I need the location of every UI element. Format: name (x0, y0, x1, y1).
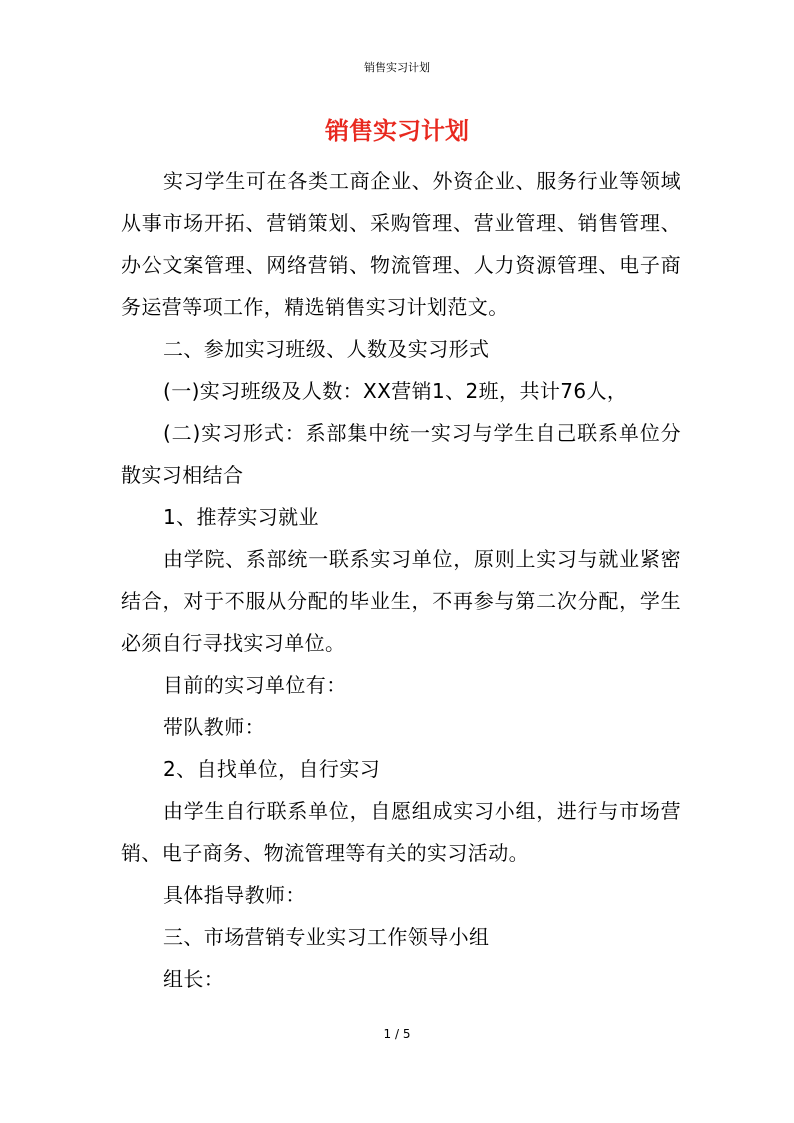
section-heading-2: 二、参加实习班级、人数及实习形式 (163, 337, 490, 361)
running-header: 销售实习计划 (364, 61, 430, 74)
subheading-recommended: 1、推荐实习就业 (163, 505, 319, 529)
paragraph-group-leader: 组长： (163, 967, 225, 991)
document-title: 销售实习计划 (325, 117, 469, 145)
paragraph-lead-teacher: 带队教师： (163, 715, 265, 739)
paragraph-internship-form: (二)实习形式：系部集中统一实习与学生自己联系单位分散实习相结合 (121, 421, 681, 487)
paragraph-intro: 实习学生可在各类工商企业、外资企业、服务行业等领域从事市场开拓、营销策划、采购管理、营业管理、销售管理、办公文案管理、网络营销、物流管理、人力资源管理、电子商务运营等项工作，精选销售实习计划范文。 (121, 169, 681, 319)
subheading-self-found: 2、自找单位，自行实习 (163, 757, 381, 781)
document-body (121, 160, 681, 1000)
page-number: 1 / 5 (383, 1027, 411, 1041)
paragraph-current-units: 目前的实习单位有： (163, 673, 347, 697)
paragraph-self-found: 由学生自行联系单位，自愿组成实习小组，进行与市场营销、电子商务、物流管理等有关的实习活动。 (121, 799, 681, 865)
paragraph-class-count: (一)实习班级及人数：XX营销1、2班，共计76人， (163, 379, 628, 403)
paragraph-supervisor: 具体指导教师： (163, 883, 306, 907)
section-heading-3: 三、市场营销专业实习工作领导小组 (163, 925, 490, 949)
paragraph-recommended: 由学院、系部统一联系实习单位，原则上实习与就业紧密结合，对于不服从分配的毕业生，不再参与第二次分配，学生必须自行寻找实习单位。 (121, 547, 681, 655)
